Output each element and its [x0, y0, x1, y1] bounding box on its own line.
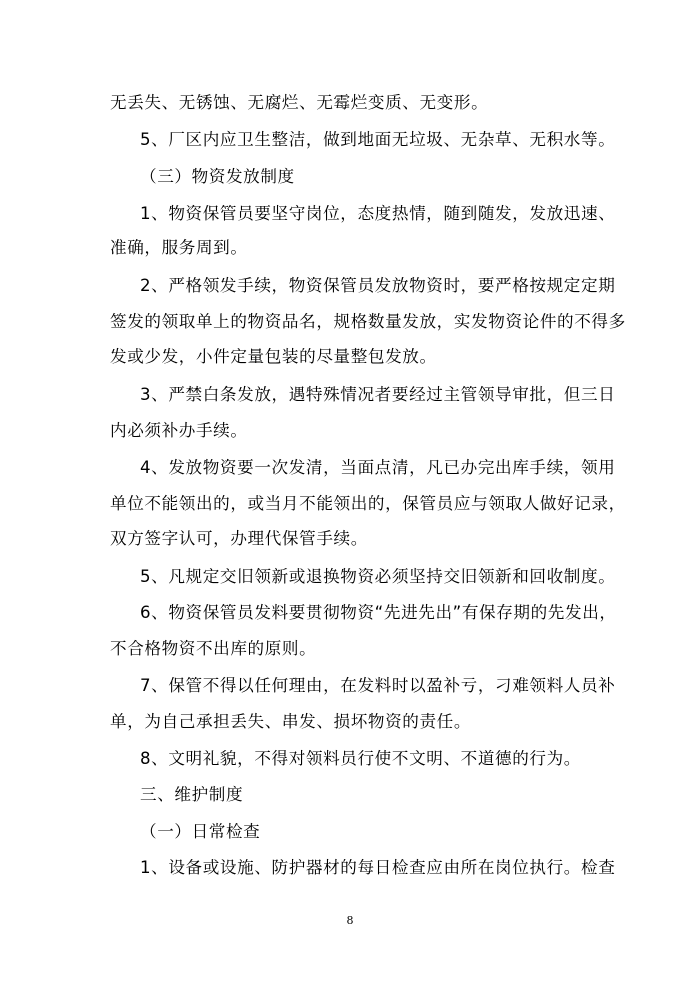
text-line-17: 7、保管不得以任何理由，在发料时以盈补亏，刁难领料人员补	[140, 676, 616, 695]
text-line-1: 无丢失、无锈蚀、无腐烂、无霉烂变质、无变形。	[110, 93, 489, 112]
text-line-6: 2、严格领发手续，物资保管员发放物资时，要严格按规定定期	[140, 276, 616, 295]
text-line-16: 不合格物资不出库的原则。	[110, 639, 317, 658]
text-line-2: 5、厂区内应卫生整洁，做到地面无垃圾、无杂草、无积水等。	[140, 130, 616, 149]
section-heading-20: 三、维护制度	[140, 785, 244, 804]
text-line-13: 双方签字认可，办理代保管手续。	[110, 529, 368, 548]
section-heading-21: （一）日常检查	[140, 822, 261, 841]
text-line-12: 单位不能领出的，或当月不能领出的，保管员应与领取人做好记录，	[110, 494, 626, 513]
text-line-4: 1、物资保管员要坚守岗位，态度热情，随到随发，发放迅速、	[140, 204, 616, 223]
text-line-10: 内必须补办手续。	[110, 421, 248, 440]
text-line-7: 签发的领取单上的物资品名，规格数量发放，实发物资论件的不得多	[110, 312, 626, 331]
text-line-22: 1、设备或设施、防护器材的每日检查应由所在岗位执行。检查	[140, 858, 616, 877]
text-line-18: 单，为自己承担丢失、串发、损坏物资的责任。	[110, 712, 472, 731]
text-line-19: 8、文明礼貌，不得对领料员行使不文明、不道德的行为。	[140, 749, 581, 768]
text-line-15: 6、物资保管员发料要贯彻物资“先进先出”有保存期的先发出，	[140, 603, 617, 622]
page-number: 8	[346, 914, 354, 927]
text-line-5: 准确，服务周到。	[110, 238, 248, 257]
text-line-9: 3、严禁白条发放，遇特殊情况者要经过主管领导审批，但三日	[140, 385, 616, 404]
text-line-14: 5、凡规定交旧领新或退换物资必须坚持交旧领新和回收制度。	[140, 567, 616, 586]
section-heading-3: （三）物资发放制度	[140, 167, 295, 186]
text-line-11: 4、发放物资要一次发清，当面点清，凡已办完出库手续，领用	[140, 458, 616, 477]
text-line-8: 发或少发，小件定量包装的尽量整包发放。	[110, 347, 437, 366]
